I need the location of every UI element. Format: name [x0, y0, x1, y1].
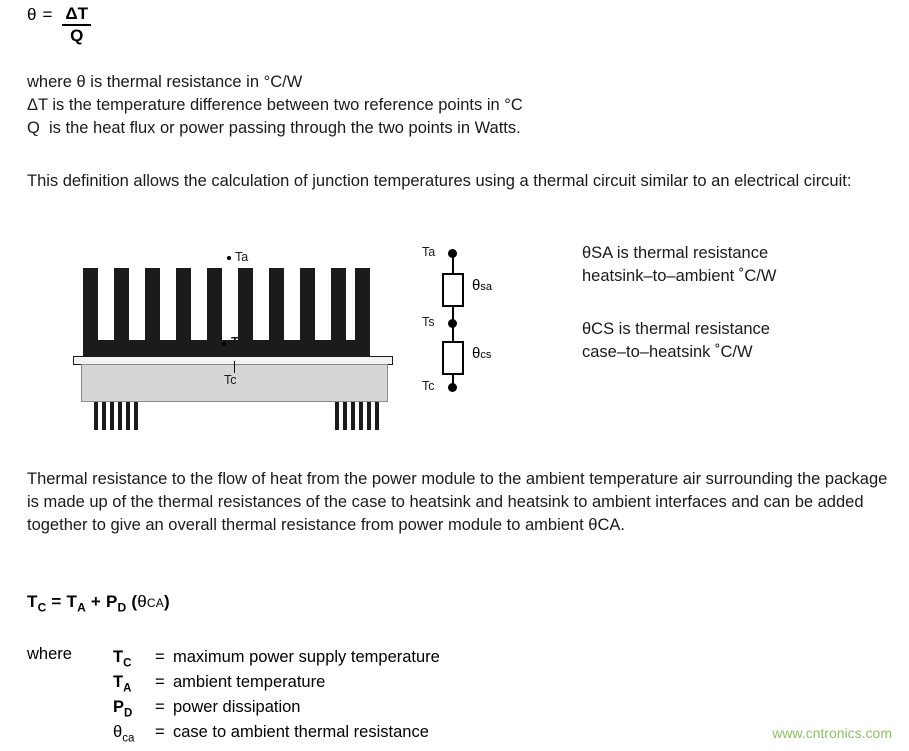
resistor-theta-sa [442, 273, 464, 307]
heatsink-fin [145, 268, 160, 346]
resistor-label-theta-sa [472, 277, 492, 294]
circuit-wire-top [452, 257, 454, 273]
ts-marker-dot [222, 342, 226, 346]
eq-plus: + [90, 592, 102, 611]
eq-ta-symbol: T [66, 592, 78, 611]
eq-pd-symbol: P [105, 592, 118, 611]
thermal-circuit-figure [27, 230, 887, 440]
module-pins-left [94, 402, 138, 430]
caption-theta-sa-line1: θSA is thermal resistance [582, 244, 769, 262]
heatsink-fin [355, 268, 370, 346]
formula-equals: = [42, 5, 53, 24]
formula-numerator: ΔT [65, 4, 89, 23]
circuit-label-ta: Ta [422, 245, 436, 259]
site-watermark: www.cntronics.com [772, 725, 892, 741]
heatsink-fin [269, 268, 284, 346]
variable-text-theta-ca: case to ambient thermal resistance [173, 723, 429, 741]
eq-paren-open: ( [131, 592, 138, 611]
variable-text-ta: ambient temperature [173, 673, 326, 691]
legend-line-theta: where θ is thermal resistance in °C/W [27, 73, 303, 91]
eq-pd-subscript: D [117, 600, 127, 615]
module-pins-right [335, 402, 379, 430]
circuit-label-ts: Ts [422, 315, 435, 329]
caption-theta-cs-line2: case–to–heatsink ˚C/W [582, 343, 753, 361]
eq-equals: = [51, 592, 62, 611]
thermal-resistance-paragraph: Thermal resistance to the flow of heat from the power module to the ambient temperature air surrounding the package is made up of the thermal resistances of the case to heatsink and heatsink to ambient interfaces and can be added together to give an overall thermal resistance from power module to ambient θCA. [27, 470, 888, 534]
case-temperature-equation [27, 592, 170, 614]
ta-heatsink-label: Ta [235, 250, 249, 264]
variable-equals-tc: = [155, 648, 165, 666]
sym-sub: A [123, 682, 132, 695]
formula-fraction [62, 4, 91, 46]
formula-legend [27, 71, 877, 140]
theta-cs-subscript: cs [480, 349, 492, 361]
eq-tc-symbol: T [27, 592, 38, 611]
variable-equals-theta-ca: = [155, 723, 165, 741]
ts-heatsink-label: Ts [231, 335, 245, 349]
legend-line-deltat: ΔT is the temperature difference between two reference points in °C [27, 96, 523, 114]
variable-definition-list [113, 645, 440, 745]
heatsink-illustration [52, 240, 402, 440]
caption-theta-sa-line2: heatsink–to–ambient ˚C/W [582, 267, 777, 285]
definition-paragraph: This definition allows the calculation of junction temperatures using a thermal circuit similar to an electrical circuit: [27, 172, 852, 190]
eq-theta-ca-subscript: CA [146, 596, 164, 610]
heatsink-fin [114, 268, 129, 346]
sym-text: T [113, 673, 124, 691]
heatsink-fin [176, 268, 191, 346]
heatsink-fin [83, 268, 98, 346]
resistor-theta-cs [442, 341, 464, 375]
thermal-circuit-diagram [422, 235, 552, 395]
caption-theta-cs-line1: θCS is thermal resistance [582, 320, 770, 338]
sym-sub: D [124, 707, 133, 720]
ta-marker-dot [227, 256, 231, 260]
sym-text: T [113, 648, 124, 666]
tc-leader-line [234, 361, 235, 373]
formula-denominator: Q [70, 26, 84, 45]
variable-row-theta-ca [113, 720, 440, 745]
caption-theta-cs [582, 318, 770, 364]
circuit-label-tc: Tc [422, 379, 435, 393]
sym-text: P [113, 698, 125, 716]
variable-row-tc [113, 645, 440, 670]
eq-theta-ca-group [131, 592, 169, 611]
heatsink-fin [207, 268, 222, 346]
sym-sub: ca [122, 732, 135, 745]
theta-sa-subscript: sa [480, 281, 492, 293]
legend-line-q: Q is the heat flux or power passing through the two points in Watts. [27, 119, 521, 137]
variable-equals-ta: = [155, 673, 165, 691]
theta-sa-symbol: θ [472, 277, 481, 294]
circuit-node-tc [448, 383, 457, 392]
caption-theta-sa [582, 242, 776, 288]
variable-row-pd [113, 695, 440, 720]
resistor-label-theta-cs [472, 345, 491, 362]
sym-sub: C [123, 657, 132, 670]
eq-ta-subscript: A [77, 600, 86, 615]
eq-theta-ca-symbol: θ [137, 592, 147, 611]
variable-text-pd: power dissipation [173, 698, 301, 716]
variable-row-ta [113, 670, 440, 695]
where-label: where [27, 645, 72, 663]
variable-symbol-theta-ca [113, 720, 155, 751]
heatsink-fin [331, 268, 346, 346]
variable-equals-pd: = [155, 698, 165, 716]
sym-text: θ [113, 723, 123, 741]
heatsink-fin [300, 268, 315, 346]
theta-cs-symbol: θ [472, 345, 481, 362]
circuit-wire-mid2 [452, 327, 454, 341]
eq-tc-subscript: C [37, 600, 47, 615]
variable-text-tc: maximum power supply temperature [173, 648, 440, 666]
tc-heatsink-label: Tc [224, 373, 237, 387]
thermal-resistance-formula [27, 4, 91, 46]
formula-theta: θ [27, 5, 37, 24]
eq-paren-close: ) [163, 592, 170, 611]
